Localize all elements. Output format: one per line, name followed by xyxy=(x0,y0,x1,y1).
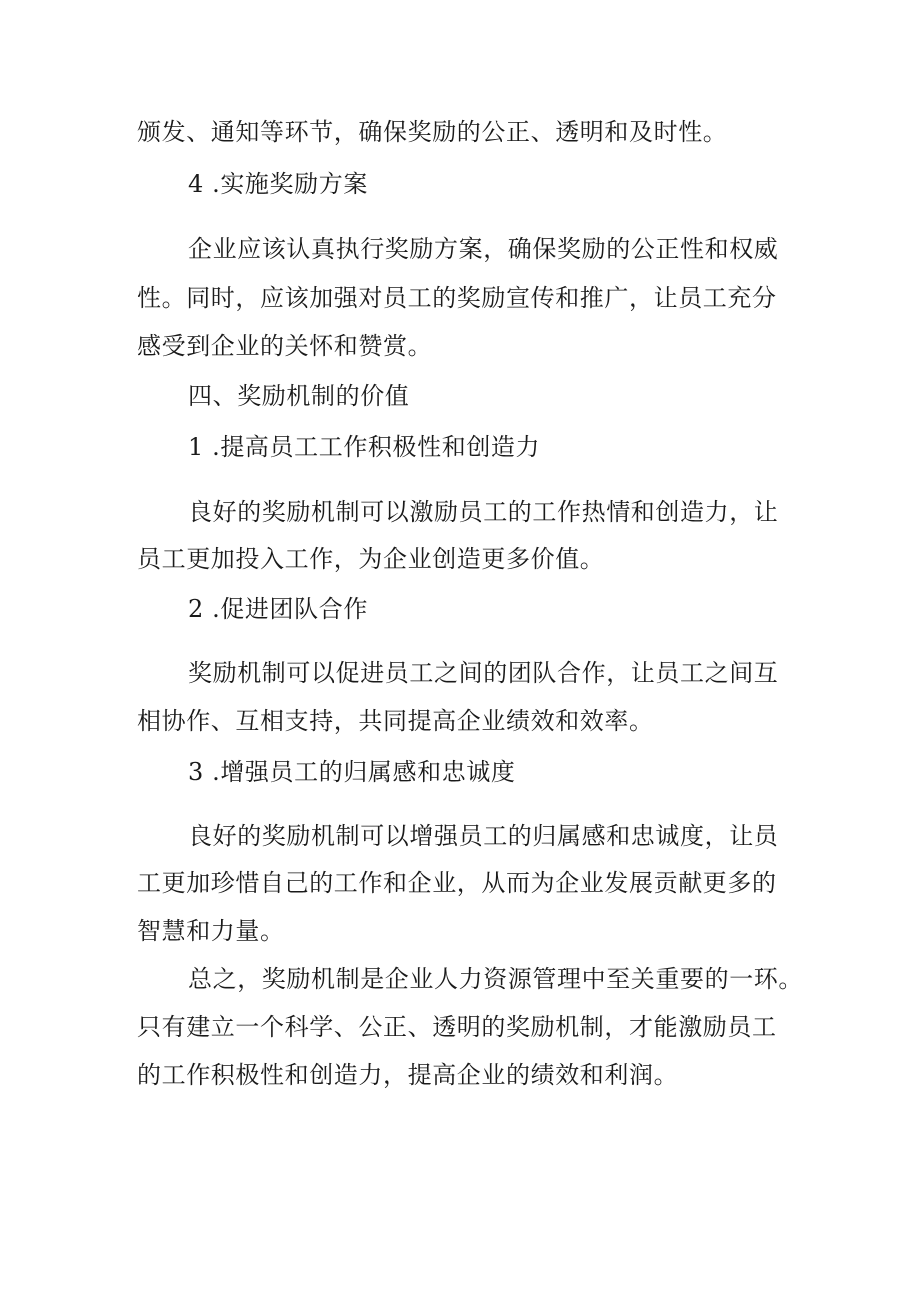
paragraph-line: 奖励机制可以促进员工之间的团队合作，让员工之间互 xyxy=(188,659,779,687)
paragraph-line: 总之，奖励机制是企业人力资源管理中至关重要的一环。 xyxy=(188,965,803,993)
paragraph-line: 感受到企业的关怀和赞赏。 xyxy=(137,332,433,360)
paragraph-line: 性。同时，应该加强对员工的奖励宣传和推广，让员工充分 xyxy=(137,284,777,312)
paragraph-line: 企业应该认真执行奖励方案，确保奖励的公正性和权威 xyxy=(188,235,779,263)
paragraph-line: 颁发、通知等环节，确保奖励的公正、透明和及时性。 xyxy=(137,118,728,146)
paragraph-line: 智慧和力量。 xyxy=(137,917,285,945)
section-heading: 1 .提高员工工作积极性和创造力 xyxy=(188,433,541,461)
paragraph-line: 员工更加投入工作，为企业创造更多价值。 xyxy=(137,545,605,573)
paragraph-line: 相协作、互相支持，共同提高企业绩效和效率。 xyxy=(137,707,654,735)
paragraph-line: 的工作积极性和创造力，提高企业的绩效和利润。 xyxy=(137,1061,679,1089)
section-heading: 2 .促进团队合作 xyxy=(188,595,368,623)
chapter-heading: 四、奖励机制的价值 xyxy=(188,382,410,410)
section-heading: 3 .增强员工的归属感和忠诚度 xyxy=(188,758,516,786)
section-heading: 4 .实施奖励方案 xyxy=(188,170,368,198)
paragraph-line: 工更加珍惜自己的工作和企业，从而为企业发展贡献更多的 xyxy=(137,869,777,897)
paragraph-line: 只有建立一个科学、公正、透明的奖励机制，才能激励员工 xyxy=(137,1013,777,1041)
paragraph-line: 良好的奖励机制可以增强员工的归属感和忠诚度，让员 xyxy=(188,822,779,850)
paragraph-line: 良好的奖励机制可以激励员工的工作热情和创造力，让 xyxy=(188,498,779,526)
